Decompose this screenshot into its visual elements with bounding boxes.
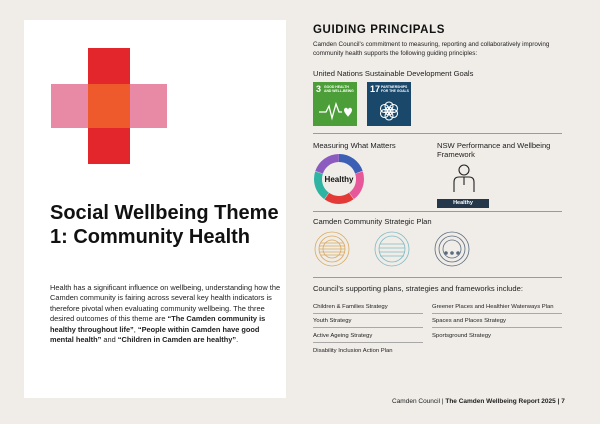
nsw-label: NSW Performance and Wellbeing Framework	[437, 141, 551, 159]
divider-2	[313, 211, 562, 212]
theme-card	[24, 20, 286, 398]
intro-sep-1: ,	[133, 324, 138, 334]
un-sdg-label: United Nations Sustainable Development Goals	[313, 69, 474, 78]
intro-paragraph	[50, 283, 282, 345]
strategic-plan-circle-1-icon	[313, 230, 351, 268]
footer-report-title: The Camden Wellbeing Report 2025	[445, 398, 556, 405]
mwm-center-text: Healthy	[324, 175, 354, 184]
plan-item-right: Greener Places and Healthier Waterways Plan	[432, 304, 554, 310]
measuring-what-matters-wheel	[313, 153, 365, 205]
guiding-description: Camden Council's commitment to measuring, reporting and collaboratively improving community health supports the following guiding principles:	[313, 41, 550, 57]
outcome-3: “Children in Camden are healthy”	[117, 335, 237, 345]
strategic-plan-circle-3-icon	[433, 230, 471, 268]
camden-plan-label: Camden Community Strategic Plan	[313, 217, 432, 226]
plan-item-left: Active Ageing Strategy	[313, 333, 373, 339]
sdg-3-text: GOOD HEALTH AND WELL-BEING	[324, 85, 354, 93]
strategic-plan-circle-2-icon	[373, 230, 411, 268]
mwm-label: Measuring What Matters	[313, 141, 396, 150]
outcome-1: “The Camden community is healthy throughout life”	[50, 314, 266, 334]
plan-divider	[432, 313, 562, 314]
intro-end: .	[236, 335, 239, 345]
plan-divider	[313, 327, 423, 328]
plan-item-left: Youth Strategy	[313, 318, 352, 324]
sdg-3-tile	[313, 82, 357, 126]
intro-text: Health has a significant influence on wellbeing, understanding how the Camden community is fairing across several key health indicators is therefore pivotal when evaluating community wellbeing. The three desired outcomes of this theme are	[50, 283, 281, 324]
plan-item-left: Disability Inclusion Action Plan	[313, 348, 393, 354]
guiding-principals-heading: GUIDING PRINCIPALS	[313, 24, 445, 36]
heartbeat-icon	[313, 82, 357, 126]
health-cross-logo	[51, 48, 167, 164]
person-icon	[452, 163, 476, 193]
plan-divider	[432, 327, 562, 328]
sdg-17-text: PARTNERSHIPS FOR THE GOALS	[381, 85, 409, 93]
divider-3	[313, 277, 562, 278]
outcome-2: “People within Camden have good mental health”	[50, 324, 260, 345]
page-footer	[392, 398, 565, 405]
divider-1	[313, 133, 562, 134]
footer-org: Camden Council |	[392, 398, 446, 405]
plan-divider	[313, 342, 423, 343]
plan-divider	[313, 313, 423, 314]
intro-sep-2: and	[101, 335, 118, 345]
sdg-17-tile	[367, 82, 411, 126]
sdg-3-number: 3	[316, 84, 322, 94]
nsw-healthy-badge: Healthy	[437, 199, 489, 208]
page-title: Social Wellbeing Theme 1: Community Health	[50, 202, 279, 248]
plan-item-right: Sportsground Strategy	[432, 333, 491, 339]
plan-item-left: Children & Families Strategy	[313, 304, 388, 310]
partnership-flower-icon	[367, 82, 411, 126]
sdg-17-number: 17	[370, 84, 381, 94]
supporting-label: Council's supporting plans, strategies and frameworks include:	[313, 284, 523, 293]
footer-page-number: | 7	[555, 398, 565, 405]
plan-item-right: Spaces and Places Strategy	[432, 318, 507, 324]
